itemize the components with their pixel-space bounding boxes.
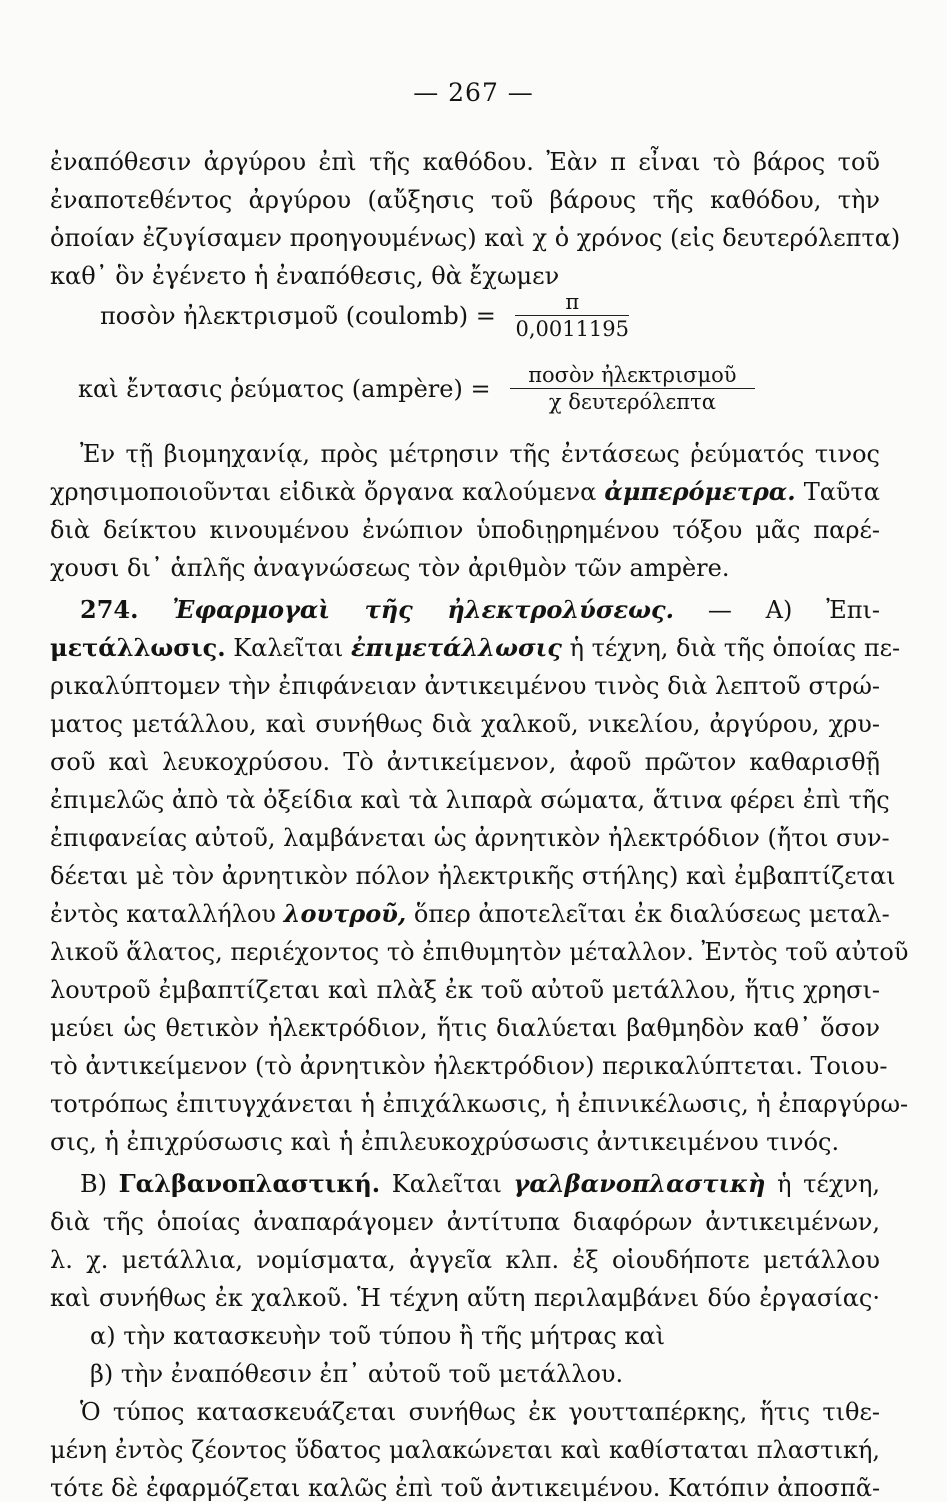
text-line: καθ᾽ ὃν ἐγένετο ἡ ἐναπόθεσις, θὰ ἔχωμεν bbox=[50, 262, 560, 290]
text-line: Ἐν τῇ βιομηχανίᾳ, πρὸς μέτρησιν τῆς ἐντάσεως ῥεύματός τινος bbox=[80, 440, 880, 468]
text-line: τὸ ἀντικείμενον (τὸ ἀρνητικὸν ἠλεκτρόδιον) περικαλύπτεται. Τοιου- bbox=[50, 1052, 888, 1080]
term-plating: ἐπιμετάλλωσις bbox=[350, 633, 562, 662]
text-line: τότε δὲ ἐφαρμόζεται καλῶς ἐπὶ τοῦ ἀντικειμένου. Κατόπιν ἀποσπᾶ- bbox=[50, 1474, 881, 1502]
text-line: χουσι δι᾽ ἁπλῆς ἀναγνώσεως τὸν ἀριθμὸν τῶν ampère. bbox=[50, 554, 730, 582]
fraction bbox=[515, 292, 629, 340]
text-line: μένη ἐντὸς ζέοντος ὕδατος μαλακώνεται καὶ καθίσταται πλαστική, bbox=[50, 1436, 880, 1464]
text-line: λ. χ. μετάλλια, νομίσματα, ἀγγεῖα κλπ. ἐξ οἱουδήποτε μετάλλου bbox=[50, 1246, 880, 1274]
formula-lhs: ποσὸν ἠλεκτρισμοῦ (coulomb) = bbox=[100, 302, 496, 330]
text-line: μεύει ὡς θετικὸν ἠλεκτρόδιον, ἥτις διαλύεται βαθμηδὸν καθ᾽ ὅσον bbox=[50, 1014, 880, 1042]
fraction-numerator: ποσὸν ἠλεκτρισμοῦ bbox=[510, 365, 754, 389]
text-line: τοτρόπως ἐπιτυγχάνεται ἡ ἐπιχάλκωσις, ἡ ἐπινικέλωσις, ἡ ἐπαργύρω- bbox=[50, 1090, 909, 1118]
fraction bbox=[510, 365, 754, 413]
list-item-b: β) τὴν ἐναπόθεσιν ἐπ᾽ αὐτοῦ τοῦ μετάλλου. bbox=[90, 1360, 624, 1388]
formula-lhs: καὶ ἔντασις ῥεύματος (ampère) = bbox=[78, 375, 491, 403]
section-heading-274: 274. Ἐφαρμογαὶ τῆς ἠλεκτρολύσεως. — Α) Ἐπι- bbox=[80, 595, 880, 624]
formula-ampere bbox=[78, 365, 755, 413]
fraction-denominator: 0,0011195 bbox=[515, 317, 630, 341]
text-line: Ὁ τύπος κατασκευάζεται συνήθως ἐκ γουτταπέρκης, ἥτις τιθε- bbox=[80, 1398, 880, 1426]
text-line: ὁποίαν ἐζυγίσαμεν προηγουμένως) καὶ χ ὁ χρόνος (εἰς δευτερόλεπτα) bbox=[50, 224, 901, 252]
text-line: σις, ἡ ἐπιχρύσωσις καὶ ἡ ἐπιλευκοχρύσωσις ἀντικειμένου τινός. bbox=[50, 1128, 840, 1156]
text-line: ἐπιφανείας αὐτοῦ, λαμβάνεται ὡς ἀρνητικὸν ἠλεκτρόδιον (ἤτοι συν- bbox=[50, 824, 890, 852]
text-line: ἐπιμελῶς ἀπὸ τὰ ὀξείδια καὶ τὰ λιπαρὰ σώματα, ἅτινα φέρει ἐπὶ τῆς bbox=[50, 786, 890, 814]
subsection-title: Γαλβανοπλαστική. bbox=[118, 1169, 381, 1198]
text-line: λικοῦ ἅλατος, περιέχοντος τὸ ἐπιθυμητὸν μέταλλον. Ἐντὸς τοῦ αὐτοῦ bbox=[50, 938, 909, 966]
term-ammeters: ἀμπερόμετρα. bbox=[604, 477, 796, 506]
list-item-a: α) τὴν κατασκευὴν τοῦ τύπου ἢ τῆς μήτρας καὶ bbox=[90, 1322, 666, 1350]
text-line: ρικαλύπτομεν τὴν ἐπιφάνειαν ἀντικειμένου τινὸς διὰ λεπτοῦ στρώ- bbox=[50, 672, 880, 700]
text-line: ἐναποτεθέντος ἀργύρου (αὔξησις τοῦ βάρους τῆς καθόδου, τὴν bbox=[50, 186, 880, 214]
text-line: διὰ τῆς ὁποίας ἀναπαράγομεν ἀντίτυπα διαφόρων ἀντικειμένων, bbox=[50, 1208, 880, 1236]
section-number: 274. bbox=[80, 595, 139, 624]
subsection-title: μετάλλωσις. bbox=[50, 633, 226, 662]
text-line: μετάλλωσις. Καλεῖται ἐπιμετάλλωσις ἡ τέχνη, διὰ τῆς ὁποίας πε- bbox=[50, 633, 901, 662]
term-bath: λουτροῦ, bbox=[283, 899, 407, 928]
text-line: λουτροῦ ἐμβαπτίζεται καὶ πλὰξ ἐκ τοῦ αὐτοῦ μετάλλου, ἥτις χρησι- bbox=[50, 976, 880, 1004]
term-electrotyping: γαλβανοπλαστικὴ bbox=[513, 1169, 766, 1198]
text-line: δέεται μὲ τὸν ἀρνητικὸν πόλον ἠλεκτρικῆς στήλης) καὶ ἐμβαπτίζεται bbox=[50, 862, 896, 890]
page-number: — 267 — bbox=[413, 78, 534, 107]
fraction-numerator: π bbox=[515, 292, 629, 316]
text-line: ματος μετάλλου, καὶ συνήθως διὰ χαλκοῦ, νικελίου, ἀργύρου, χρυ- bbox=[50, 710, 880, 738]
formula-coulomb bbox=[100, 292, 629, 340]
text-line: καὶ συνήθως ἐκ χαλκοῦ. Ἡ τέχνη αὕτη περιλαμβάνει δύο ἐργασίας· bbox=[50, 1284, 880, 1312]
text-line: χρησιμοποιοῦνται εἰδικὰ ὄργανα καλούμενα ἀμπερόμετρα. Ταῦτα bbox=[50, 477, 880, 506]
text-line: διὰ δείκτου κινουμένου ἐνώπιον ὑποδιῃρημένου τόξου μᾶς παρέ- bbox=[50, 516, 880, 544]
fraction-denominator: χ δευτερόλεπτα bbox=[548, 390, 716, 414]
text-line: ἐναπόθεσιν ἀργύρου ἐπὶ τῆς καθόδου. Ἐὰν π εἶναι τὸ βάρος τοῦ bbox=[50, 148, 880, 176]
section-title: Ἐφαρμογαὶ τῆς ἠλεκτρολύσεως. bbox=[172, 595, 674, 624]
text-line: ἐντὸς καταλλήλου λουτροῦ, ὅπερ ἀποτελεῖται ἐκ διαλύσεως μεταλ- bbox=[50, 899, 890, 928]
text-line: σοῦ καὶ λευκοχρύσου. Τὸ ἀντικείμενον, ἀφοῦ πρῶτον καθαρισθῇ bbox=[50, 748, 880, 776]
text-line: Β) Γαλβανοπλαστική. Καλεῖται γαλβανοπλαστικὴ ἡ τέχνη, bbox=[80, 1169, 880, 1198]
